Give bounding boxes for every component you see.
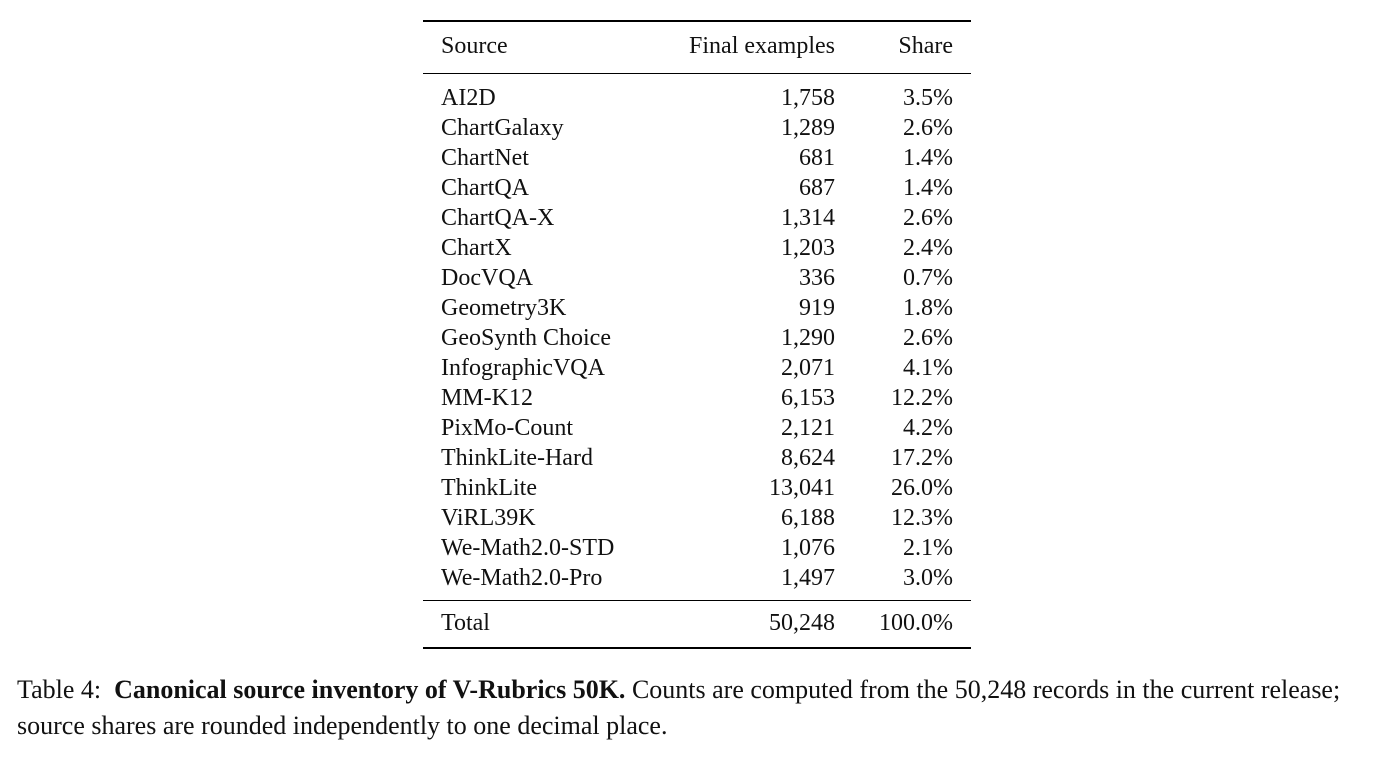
cell-source: ChartQA-X	[441, 205, 555, 231]
cell-final-examples: 2,071	[781, 355, 835, 381]
cell-final-examples: 13,041	[769, 475, 835, 501]
cell-final-examples: 1,290	[781, 325, 835, 351]
table-body	[423, 74, 971, 601]
cell-source: MM-K12	[441, 385, 534, 411]
cell-final-examples: 8,624	[781, 445, 835, 471]
table-row	[423, 74, 971, 114]
cell-share: 1.4%	[903, 145, 953, 171]
cell-share: 0.7%	[903, 265, 953, 291]
table-row	[423, 473, 971, 503]
header-final-examples: Final examples	[689, 33, 835, 59]
table-row	[423, 203, 971, 233]
cell-final-examples: 336	[799, 265, 835, 291]
table-row	[423, 533, 971, 563]
cell-final-examples: 687	[799, 175, 835, 201]
cell-final-examples: 1,289	[781, 115, 835, 141]
cell-source: Geometry3K	[441, 295, 567, 321]
table-total-row	[423, 601, 971, 649]
cell-share: 2.4%	[903, 235, 953, 261]
cell-source: InfographicVQA	[441, 355, 605, 381]
table-row	[423, 173, 971, 203]
cell-final-examples: 919	[799, 295, 835, 321]
cell-share: 3.0%	[903, 565, 953, 591]
cell-source: PixMo-Count	[441, 415, 574, 441]
cell-share: 3.5%	[903, 85, 953, 111]
table-row	[423, 443, 971, 473]
cell-share: 2.6%	[903, 325, 953, 351]
cell-share: 17.2%	[891, 445, 953, 471]
table-header-row	[423, 21, 971, 74]
cell-final-examples: 2,121	[781, 415, 835, 441]
cell-source: ViRL39K	[441, 505, 536, 531]
cell-share: 2.6%	[903, 115, 953, 141]
cell-final-examples: 681	[799, 145, 835, 171]
cell-source: ThinkLite	[441, 475, 537, 501]
table-row	[423, 233, 971, 263]
cell-share: 2.6%	[903, 205, 953, 231]
cell-source: ChartGalaxy	[441, 115, 564, 141]
table-caption	[17, 672, 1382, 744]
header-share: Share	[898, 33, 953, 59]
cell-final-examples: 1,497	[781, 565, 835, 591]
caption-title: Canonical source inventory of V-Rubrics 50K.	[114, 675, 626, 704]
table-row	[423, 503, 971, 533]
cell-source: DocVQA	[441, 265, 533, 291]
cell-source: We-Math2.0-Pro	[441, 565, 603, 591]
cell-final-examples: 1,203	[781, 235, 835, 261]
cell-share: 2.1%	[903, 535, 953, 561]
cell-share: 12.3%	[891, 505, 953, 531]
total-share: 100.0%	[879, 610, 953, 636]
table-row	[423, 413, 971, 443]
cell-source: AI2D	[441, 85, 496, 111]
cell-source: ThinkLite-Hard	[441, 445, 593, 471]
cell-final-examples: 1,758	[781, 85, 835, 111]
table-row	[423, 143, 971, 173]
table-row	[423, 263, 971, 293]
table-row	[423, 563, 971, 601]
cell-source: ChartX	[441, 235, 512, 261]
total-label: Total	[441, 610, 490, 636]
table-row	[423, 113, 971, 143]
table-row	[423, 293, 971, 323]
cell-share: 26.0%	[891, 475, 953, 501]
cell-final-examples: 1,076	[781, 535, 835, 561]
cell-share: 1.8%	[903, 295, 953, 321]
cell-final-examples: 6,153	[781, 385, 835, 411]
cell-share: 1.4%	[903, 175, 953, 201]
source-inventory-table	[423, 20, 971, 649]
cell-source: We-Math2.0-STD	[441, 535, 615, 561]
cell-share: 4.2%	[903, 415, 953, 441]
table-row	[423, 353, 971, 383]
table-row	[423, 383, 971, 413]
source-inventory-table-container	[423, 20, 971, 649]
cell-source: ChartNet	[441, 145, 529, 171]
header-source: Source	[441, 33, 508, 59]
cell-share: 4.1%	[903, 355, 953, 381]
caption-text: Counts are computed from the 50,248 records in the current release; source shares are rounded independently to one decimal place.	[17, 675, 1341, 740]
cell-share: 12.2%	[891, 385, 953, 411]
cell-final-examples: 6,188	[781, 505, 835, 531]
caption-label: Table 4:	[17, 675, 102, 704]
total-final-examples: 50,248	[769, 610, 835, 636]
table-row	[423, 323, 971, 353]
cell-final-examples: 1,314	[781, 205, 835, 231]
cell-source: GeoSynth Choice	[441, 325, 611, 351]
cell-source: ChartQA	[441, 175, 529, 201]
